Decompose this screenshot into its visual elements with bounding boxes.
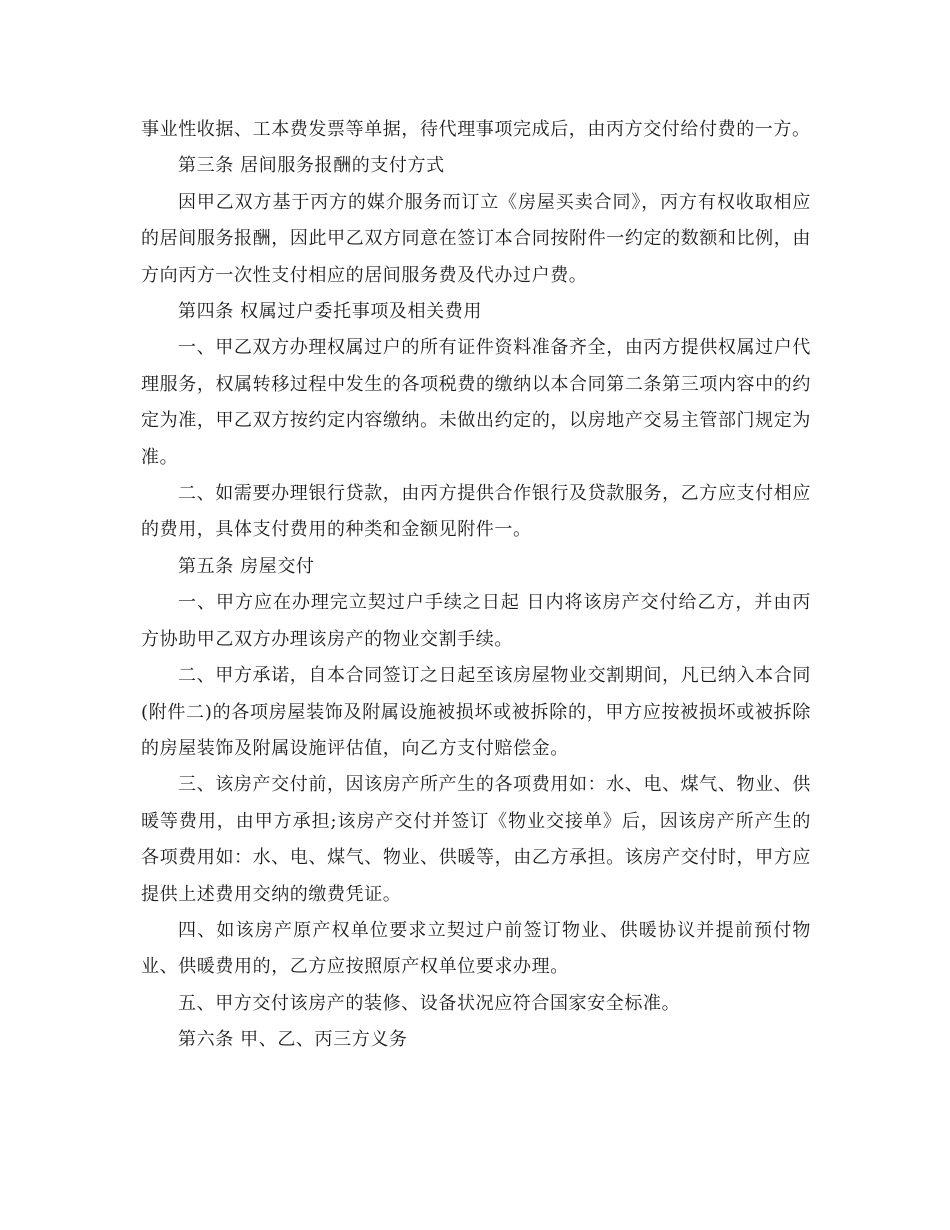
- paragraph-10: 三、该房产交付前，因该房产所产生的各项费用如：水、电、煤气、物业、供暖等费用，由甲方承担;该房产交付并签订《物业交接单》后，因该房产所产生的各项费用如：水、电、煤气、物业、供暖等，由乙方承担。该房产交付时，甲方应提供上述费用交纳的缴费凭证。: [141, 774, 811, 905]
- paragraph-12: 五、甲方交付该房产的装修、设备状况应符合国家安全标准。: [178, 992, 681, 1014]
- article-3-heading: 第三条 居间服务报酬的支付方式: [178, 155, 445, 177]
- paragraph-5: 一、甲乙双方办理权属过户的所有证件资料准备齐全，由丙方提供权属过户代理服务，权属转移过程中发生的各项税费的缴纳以本合同第二条第三项内容中的约定为准，甲乙双方按约定内容缴纳。未做出约定的，以房地产交易主管部门规定为准。: [141, 337, 811, 468]
- paragraph-9: 二、甲方承诺，自本合同签订之日起至该房屋物业交割期间，凡已纳入本合同(附件二)的各项房屋装饰及附属设施被损坏或被拆除的，甲方应按被损坏或被拆除的房屋装饰及附属设施评估值，向乙方支付赔偿金。: [141, 665, 811, 759]
- paragraph-11: 四、如该房产原产权单位要求立契过户前签订物业、供暖协议并提前预付物业、供暖费用的，乙方应按照原产权单位要求办理。: [141, 919, 811, 978]
- article-5-heading: 第五条 房屋交付: [178, 555, 315, 577]
- paragraph-3: 因甲乙双方基于丙方的媒介服务而订立《房屋买卖合同》，丙方有权收取相应的居间服务报酬，因此甲乙双方同意在签订本合同按附件一约定的数额和比例，由 方向丙方一次性支付相应的居间服务费及代办过户费。: [141, 191, 811, 286]
- paragraph-8: 一、甲方应在办理完立契过户手续之日起 日内将该房产交付给乙方，并由丙方协助甲乙双方办理该房产的物业交割手续。: [141, 592, 811, 650]
- paragraph-6: 二、如需要办理银行贷款，由丙方提供合作银行及贷款服务，乙方应支付相应的费用，具体支付费用的种类和金额见附件一。: [141, 483, 811, 541]
- document-body: [141, 112, 811, 1059]
- article-6-heading: 第六条 甲、乙、丙三方义务: [178, 1029, 408, 1051]
- article-4-heading: 第四条 权属过户委托事项及相关费用: [178, 301, 482, 323]
- paragraph-1: 事业性收据、工本费发票等单据，待代理事项完成后，由丙方交付给付费的一方。: [141, 119, 811, 140]
